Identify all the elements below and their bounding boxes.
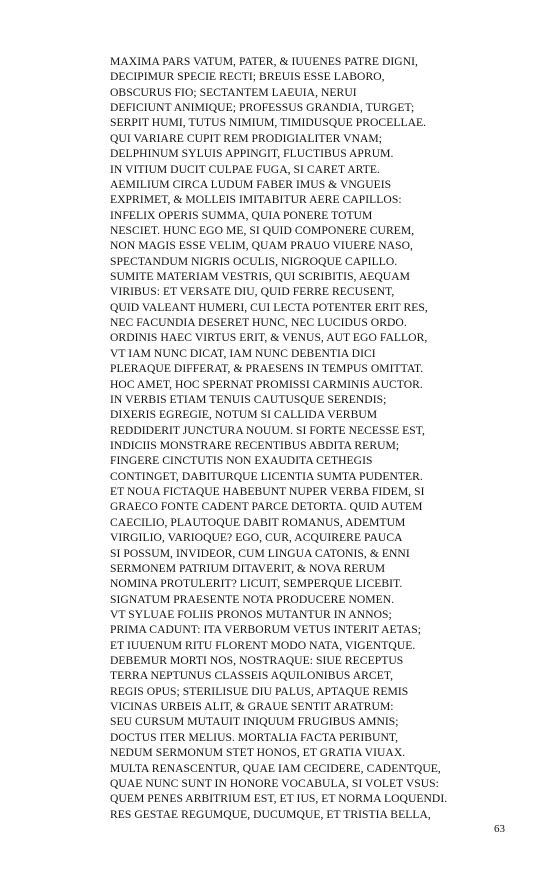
verse-line: PLERAQUE DIFFERAT, & PRAESENS IN TEMPUS OMITTAT.: [110, 362, 424, 376]
verse-line: MAXIMA PARS VATUM, PATER, & IUUENES PATRE DIGNI,: [110, 55, 418, 68]
verse-line: VICINAS URBEIS ALIT, & GRAUE SENTIT ARATRUM:: [110, 700, 394, 714]
verse-line: VIRGILIO, VARIOQUE? EGO, CUR, ACQUIRERE PAUCA: [110, 531, 403, 545]
verse-line: VT IAM NUNC DICAT, IAM NUNC DEBENTIA DICI: [110, 346, 376, 360]
verse-line: DOCTUS ITER MELIUS. MORTALIA FACTA PERIBUNT,: [110, 730, 399, 744]
verse-line: DIXERIS EGREGIE, NOTUM SI CALLIDA VERBUM: [110, 408, 378, 422]
verse-line: QUID VALEANT HUMERI, CUI LECTA POTENTER ERIT RES,: [110, 300, 428, 314]
verse-line: OBSCURUS FIO; SECTANTEM LAEUIA, NERUI: [110, 85, 357, 99]
verse-line: DELPHINUM SYLUIS APPINGIT, FLUCTIBUS APRUM.: [110, 147, 394, 161]
verse-line: VT SYLUAE FOLIIS PRONOS MUTANTUR IN ANNOS;: [110, 607, 392, 621]
verse-line: CAECILIO, PLAUTOQUE DABIT ROMANUS, ADEMTUM: [110, 515, 406, 529]
verse-text-block: [110, 54, 530, 822]
verse-line: TERRA NEPTUNUS CLASSEIS AQUILONIBUS ARCET,: [110, 669, 394, 683]
verse-line: NOMINA PROTULERIT? LICUIT, SEMPERQUE LICEBIT.: [110, 577, 403, 591]
verse-line: QUAE NUNC SUNT IN HONORE VOCABULA, SI VOLET VSUS:: [110, 776, 439, 790]
verse-line: MULTA RENASCENTUR, QUAE IAM CECIDERE, CADENTQUE,: [110, 761, 441, 775]
verse-line: SERPIT HUMI, TUTUS NIMIUM, TIMIDUSQUE PROCELLAE.: [110, 116, 427, 130]
verse-line: VIRIBUS: ET VERSATE DIU, QUID FERRE RECUSENT,: [110, 285, 395, 299]
verse-line: DEFICIUNT ANIMIQUE; PROFESSUS GRANDIA, TURGET;: [110, 101, 415, 115]
verse-line: DEBEMUR MORTI NOS, NOSTRAQUE: SIUE RECEPTUS: [110, 654, 404, 668]
verse-line: INFELIX OPERIS SUMMA, QUIA PONERE TOTUM: [110, 208, 373, 222]
verse-line: IN VITIUM DUCIT CULPAE FUGA, SI CARET ARTE.: [110, 162, 380, 176]
verse-line: ET NOUA FICTAQUE HABEBUNT NUPER VERBA FIDEM, SI: [110, 485, 425, 499]
verse-line: SERMONEM PATRIUM DITAVERIT, & NOVA RERUM: [110, 561, 386, 575]
verse-line: ET IUUENUM RITU FLORENT MODO NATA, VIGENTQUE.: [110, 638, 416, 652]
verse-line: QUI VARIARE CUPIT REM PRODIGIALITER VNAM;: [110, 131, 383, 145]
verse-line: PRIMA CADUNT: ITA VERBORUM VETUS INTERIT AETAS;: [110, 623, 422, 637]
verse-line: CONTINGET, DABITURQUE LICENTIA SUMTA PUDENTER.: [110, 469, 423, 483]
verse-line: DECIPIMUR SPECIE RECTI; BREUIS ESSE LABORO,: [110, 70, 385, 84]
verse-line: QUEM PENES ARBITRIUM EST, ET IUS, ET NORMA LOQUENDI.: [110, 792, 448, 806]
verse-line: HOC AMET, HOC SPERNAT PROMISSI CARMINIS AUCTOR.: [110, 377, 423, 391]
verse-line: NEC FACUNDIA DESERET HUNC, NEC LUCIDUS ORDO.: [110, 316, 407, 330]
verse-line: EXPRIMET, & MOLLEIS IMITABITUR AERE CAPILLOS:: [110, 193, 402, 207]
verse-line: SEU CURSUM MUTAUIT INIQUUM FRUGIBUS AMNIS;: [110, 715, 399, 729]
verse-line: REDDIDERIT JUNCTURA NOUUM. SI FORTE NECESSE EST,: [110, 423, 425, 437]
verse-line: NON MAGIS ESSE VELIM, QUAM PRAUO VIUERE NASO,: [110, 239, 413, 253]
verse-line: SUMITE MATERIAM VESTRIS, QUI SCRIBITIS, AEQUAM: [110, 270, 410, 284]
verse-line: REGIS OPUS; STERILISUE DIU PALUS, APTAQUE REMIS: [110, 684, 409, 698]
verse-line: RES GESTAE REGUMQUE, DUCUMQUE, ET TRISTIA BELLA,: [110, 807, 431, 821]
verse-line: INDICIIS MONSTRARE RECENTIBUS ABDITA RERUM;: [110, 438, 400, 452]
verse-line: NESCIET. HUNC EGO ME, SI QUID COMPONERE CUREM,: [110, 223, 415, 237]
verse-line: AEMILIUM CIRCA LUDUM FABER IMUS & VNGUEIS: [110, 177, 392, 191]
verse-line: GRAECO FONTE CADENT PARCE DETORTA. QUID AUTEM: [110, 500, 423, 514]
verse-line: NEDUM SERMONUM STET HONOS, ET GRATIA VIUAX.: [110, 746, 406, 760]
verse-line: SPECTANDUM NIGRIS OCULIS, NIGROQUE CAPILLO.: [110, 254, 398, 268]
verse-line: SIGNATUM PRAESENTE NOTA PRODUCERE NOMEN.: [110, 592, 395, 606]
page-number: 63: [494, 823, 505, 835]
verse-line: SI POSSUM, INVIDEOR, CUM LINGUA CATONIS, & ENNI: [110, 546, 410, 560]
verse-line: FINGERE CINCTUTIS NON EXAUDITA CETHEGIS: [110, 454, 373, 468]
verse-line: ORDINIS HAEC VIRTUS ERIT, & VENUS, AUT EGO FALLOR,: [110, 331, 428, 345]
verse-line: IN VERBIS ETIAM TENUIS CAUTUSQUE SERENDIS;: [110, 392, 387, 406]
